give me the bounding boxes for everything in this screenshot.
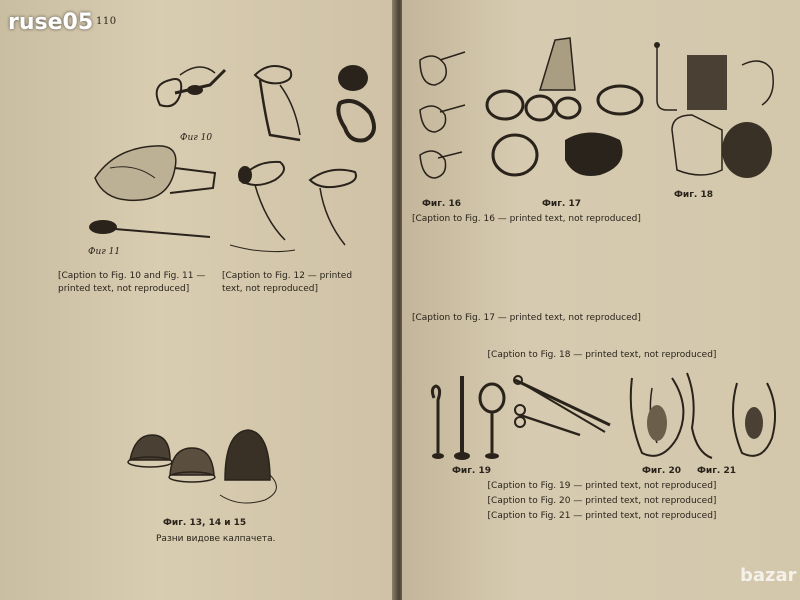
fig21-label: Фиг. 21 — [697, 466, 737, 476]
illustration-fig18-condoms — [632, 40, 782, 185]
illustration-fig13-15-caps — [120, 420, 300, 510]
caption-fig21: [Caption to Fig. 21 — printed text, not reproduced] — [487, 511, 717, 521]
fig17-label: Фиг. 17 — [542, 199, 582, 209]
illustration-fig10-speculum — [140, 55, 240, 135]
caption-fig10-11: [Caption to Fig. 10 and Fig. 11 — printed text, not reproduced] — [58, 271, 206, 294]
caption-fig17: [Caption to Fig. 17 — printed text, not reproduced] — [412, 313, 641, 323]
caption-fig18: [Caption to Fig. 18 — printed text, not reproduced] — [487, 350, 717, 360]
illustration-fig11-inductor — [85, 138, 225, 213]
watermark-logo-bazar: bazar — [740, 565, 797, 586]
fig10-label: Фиг 10 — [180, 133, 213, 143]
caption-fig20: [Caption to Fig. 20 — printed text, not reproduced] — [487, 496, 717, 506]
illustration-fig19-pessaries — [422, 368, 512, 463]
illustration-pessary-ring — [325, 58, 385, 153]
watermark-logo: ruse05 — [8, 10, 94, 35]
left-page — [0, 0, 396, 600]
caption-fig16: [Caption to Fig. 16 — printed text, not reproduced] — [412, 214, 641, 224]
fig19-label: Фиг. 19 — [452, 466, 492, 476]
fig13-15-label: Фиг. 13, 14 и 15 — [163, 518, 247, 528]
illustration-fig20-inductors — [510, 370, 620, 450]
illustration-fig20-21-anatomy — [622, 368, 787, 468]
illustration-fig-ring-device — [240, 55, 320, 150]
right-page — [402, 0, 800, 600]
fig13-15-caption: Разни видове калпачета. — [156, 534, 276, 544]
page-number: 110 — [96, 16, 117, 27]
fig16-label: Фиг. 16 — [422, 199, 462, 209]
caption-fig12: [Caption to Fig. 12 — printed text, not reproduced] — [222, 271, 353, 294]
fig20-label: Фиг. 20 — [642, 466, 682, 476]
caption-fig19: [Caption to Fig. 19 — printed text, not reproduced] — [487, 481, 717, 491]
illustration-fig12-ring-pessaries — [225, 150, 385, 260]
illustration-fig16-steps — [410, 40, 475, 195]
illustration-fig11-rod — [85, 215, 215, 245]
fig18-label: Фиг. 18 — [674, 190, 714, 200]
fig11-label: Фиг 11 — [88, 247, 121, 257]
